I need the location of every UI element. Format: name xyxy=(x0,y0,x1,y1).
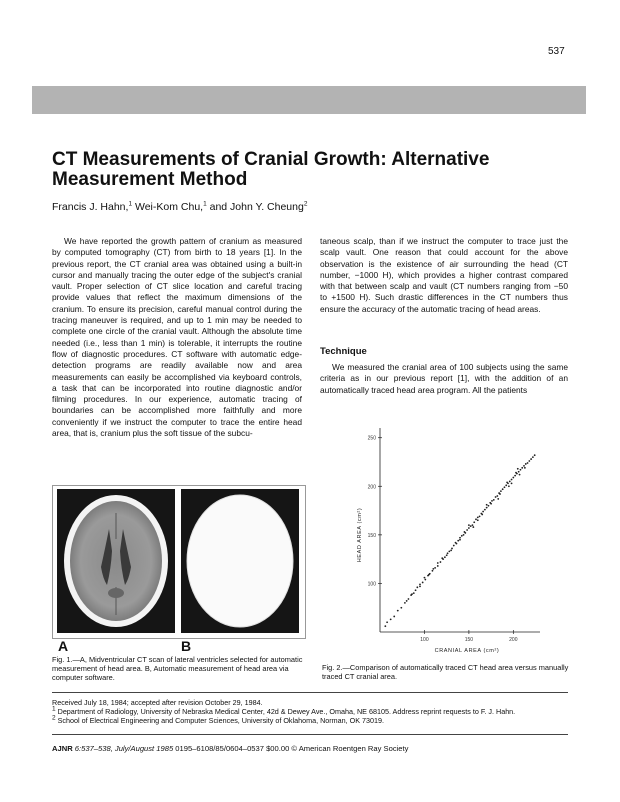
data-point xyxy=(390,618,392,620)
footnote-2-text: School of Electrical Engineering and Computer Sciences, University of Oklahoma, Norman, OK 73019. xyxy=(55,716,385,725)
footnote-rule xyxy=(52,692,568,693)
data-point xyxy=(497,498,499,500)
figure-1-label-a: A xyxy=(58,638,69,654)
data-point xyxy=(523,465,525,467)
data-point xyxy=(519,474,521,476)
data-point xyxy=(457,540,459,542)
y-axis-label: HEAD AREA (cm²) xyxy=(357,507,363,563)
data-point xyxy=(440,561,442,563)
author-affiliation: 2 xyxy=(303,200,308,208)
data-point xyxy=(515,472,517,474)
data-point xyxy=(472,524,474,526)
head-area-outline-image-b xyxy=(181,489,299,633)
data-point xyxy=(488,505,490,507)
footnote-2-marker: 2 xyxy=(52,714,56,722)
data-point xyxy=(528,460,530,462)
page-number: 537 xyxy=(548,46,565,57)
data-point xyxy=(472,526,474,528)
data-point xyxy=(486,507,488,509)
data-point xyxy=(468,524,470,526)
journal-volume: 6:537–538, July/August 1985 xyxy=(72,744,174,753)
y-tick-label: 200 xyxy=(367,484,376,491)
technique-paragraph: We measured the cranial area of 100 subjects using the same criteria as in our previous report [1], with the addition of an automatically traced head area program. All the patients xyxy=(320,362,568,395)
technique-heading: Technique xyxy=(320,346,367,357)
data-point xyxy=(455,542,457,544)
footnote-1 xyxy=(52,707,572,716)
data-point xyxy=(444,556,446,558)
data-point xyxy=(481,514,483,516)
data-point xyxy=(477,516,479,518)
data-point xyxy=(527,462,529,464)
author-name: Wei-Kom Chu, xyxy=(132,201,204,213)
data-point xyxy=(432,570,434,572)
y-tick-label: 250 xyxy=(367,435,376,442)
data-point xyxy=(404,602,406,604)
journal-rule xyxy=(52,734,568,735)
data-point xyxy=(428,574,430,576)
chart-axes xyxy=(368,428,540,643)
received-line: Received July 18, 1984; accepted after revision October 29, 1984. xyxy=(52,698,263,707)
data-point xyxy=(461,535,463,537)
ct-scan-image-a xyxy=(57,489,175,633)
author-affiliation: 1 xyxy=(203,200,207,208)
journal-name: AJNR xyxy=(52,744,73,753)
data-point xyxy=(459,537,461,539)
journal-copyright: 0195–6108/85/0604–0537 $00.00 © American Roentgen Ray Society xyxy=(173,744,409,753)
data-point xyxy=(432,568,434,570)
data-point xyxy=(520,469,522,471)
data-point xyxy=(484,509,486,511)
data-point xyxy=(451,548,453,550)
data-point xyxy=(441,557,443,559)
data-point xyxy=(473,521,475,523)
data-point xyxy=(508,485,510,487)
author-name: and John Y. Cheung xyxy=(206,201,304,213)
data-point xyxy=(511,482,513,484)
data-point xyxy=(464,531,466,533)
data-point xyxy=(446,554,448,556)
figure-1-caption: Fig. 1.—A, Midventricular CT scan of lateral ventricles selected for automatic measurement of head area. B, Automatic measurement of head area via computer software. xyxy=(52,655,303,683)
data-point xyxy=(491,500,493,502)
data-point xyxy=(415,589,417,591)
data-point xyxy=(384,625,386,627)
data-point xyxy=(419,584,421,586)
data-point xyxy=(400,607,402,609)
data-point xyxy=(530,458,532,460)
y-tick-label: 150 xyxy=(367,532,376,539)
data-point xyxy=(532,456,534,458)
technique-column xyxy=(320,362,568,396)
data-point xyxy=(495,496,497,498)
data-point xyxy=(517,468,519,470)
data-point xyxy=(518,471,520,473)
data-point xyxy=(419,585,421,587)
data-point xyxy=(437,565,439,567)
x-tick-label: 200 xyxy=(509,637,518,643)
data-point xyxy=(422,582,424,584)
data-point xyxy=(450,550,452,552)
data-point xyxy=(524,467,526,469)
figure-2-chart xyxy=(340,420,555,660)
data-point xyxy=(468,527,470,529)
data-point xyxy=(493,499,495,501)
data-point xyxy=(413,592,415,594)
data-point xyxy=(386,621,388,623)
data-point xyxy=(512,477,514,479)
intro-paragraph: We have reported the growth pattern of cranium as measured by computed tomography (CT) from birth to 18 years [1]. In the previous report, the CT cranial area was obtained using a built-in cursor and manually tracing the outer edge of the subject's cranial vault. Proper selection of CT slice location and careful tracing provide values that reflect the maximum dimensions of the cranium. To ensure its precision, careful manual control during the tracing maneuver is required, and up to 1 min may be needed to complete one circle of the cranial vault. Although the absolute time needed (i.e., less than 1 min) is tolerable, it interrupts the routine flow of diagnostic procedures. CT software with automatic edge-detection programs are readily available now and area measurements can easily be accomplished via keyboard controls, a task that can be incorporated into routine diagnostic and/or filming procedures. In our experience, automatic tracing of boundaries can be accomplished more faithfully and more conveniently if we instruct the computer to trace the entire head area, that is, cranium plus the soft tissue of the subcu- xyxy=(52,236,302,439)
data-point xyxy=(502,488,504,490)
footnote-2 xyxy=(52,716,572,725)
data-point xyxy=(479,516,481,518)
data-point xyxy=(506,482,508,484)
figure-1 xyxy=(52,485,306,639)
data-point xyxy=(509,481,511,483)
data-point xyxy=(424,577,426,579)
data-point xyxy=(466,529,468,531)
data-point xyxy=(477,519,479,521)
data-point xyxy=(411,593,413,595)
data-point xyxy=(504,486,506,488)
journal-citation xyxy=(52,744,572,753)
figure-1-label-b: B xyxy=(181,638,192,654)
x-tick-label: 100 xyxy=(420,637,429,643)
author-name: Francis J. Hahn, xyxy=(52,201,129,213)
data-point xyxy=(437,562,439,564)
data-point xyxy=(448,550,450,552)
data-point xyxy=(416,586,418,588)
data-point xyxy=(408,598,410,600)
data-point xyxy=(459,539,461,541)
header-band xyxy=(32,86,586,114)
data-point xyxy=(521,467,523,469)
footnote-1-marker: 1 xyxy=(52,705,56,713)
data-point xyxy=(453,545,455,547)
data-point xyxy=(397,610,399,612)
data-point xyxy=(500,490,502,492)
data-point xyxy=(470,525,472,527)
footnote-1-text: Department of Radiology, University of Nebraska Medical Center, 42d & Dewey Ave., Omaha, NE 68105. Address reprint requests to F. J. Hahn. xyxy=(55,707,516,716)
y-tick-label: 100 xyxy=(367,581,376,588)
figure-2-caption: Fig. 2.—Comparison of automatically traced CT head area versus manually traced CT cranial area. xyxy=(322,663,569,682)
data-point xyxy=(482,511,484,513)
data-point xyxy=(525,463,527,465)
data-point xyxy=(475,518,477,520)
article-title: CT Measurements of Cranial Growth: Alternative Measurement Method xyxy=(52,149,490,190)
data-point xyxy=(424,579,426,581)
author-affiliation: 1 xyxy=(128,200,133,208)
data-point xyxy=(486,504,488,506)
data-point xyxy=(393,616,395,618)
body-column-left xyxy=(52,236,302,439)
data-point xyxy=(505,484,507,486)
data-point xyxy=(490,503,492,505)
data-point xyxy=(496,495,498,497)
author-line xyxy=(52,201,572,213)
data-point xyxy=(447,552,449,554)
data-point xyxy=(463,534,465,536)
data-point xyxy=(511,479,513,481)
body-column-right xyxy=(320,236,568,315)
x-axis-label: CRANIAL AREA (cm²) xyxy=(434,648,500,654)
data-point xyxy=(434,567,436,569)
data-point xyxy=(406,600,408,602)
data-point xyxy=(499,493,501,495)
chart-points xyxy=(384,454,535,627)
data-point xyxy=(534,454,536,456)
data-point xyxy=(514,475,516,477)
continued-paragraph: taneous scalp, than if we instruct the computer to trace just the scalp vault. One reason that could account for the above observation is the existence of air surrounding the head (CT number, −1000 H), which provides a higher contrast compared with that between scalp and vault (CT numbers ranging from −50 to +1500 H). Such drastic differences in the CT numbers thus ensure the accuracy of the automatic tracing of head areas. xyxy=(320,236,568,314)
x-tick-label: 150 xyxy=(464,637,474,643)
